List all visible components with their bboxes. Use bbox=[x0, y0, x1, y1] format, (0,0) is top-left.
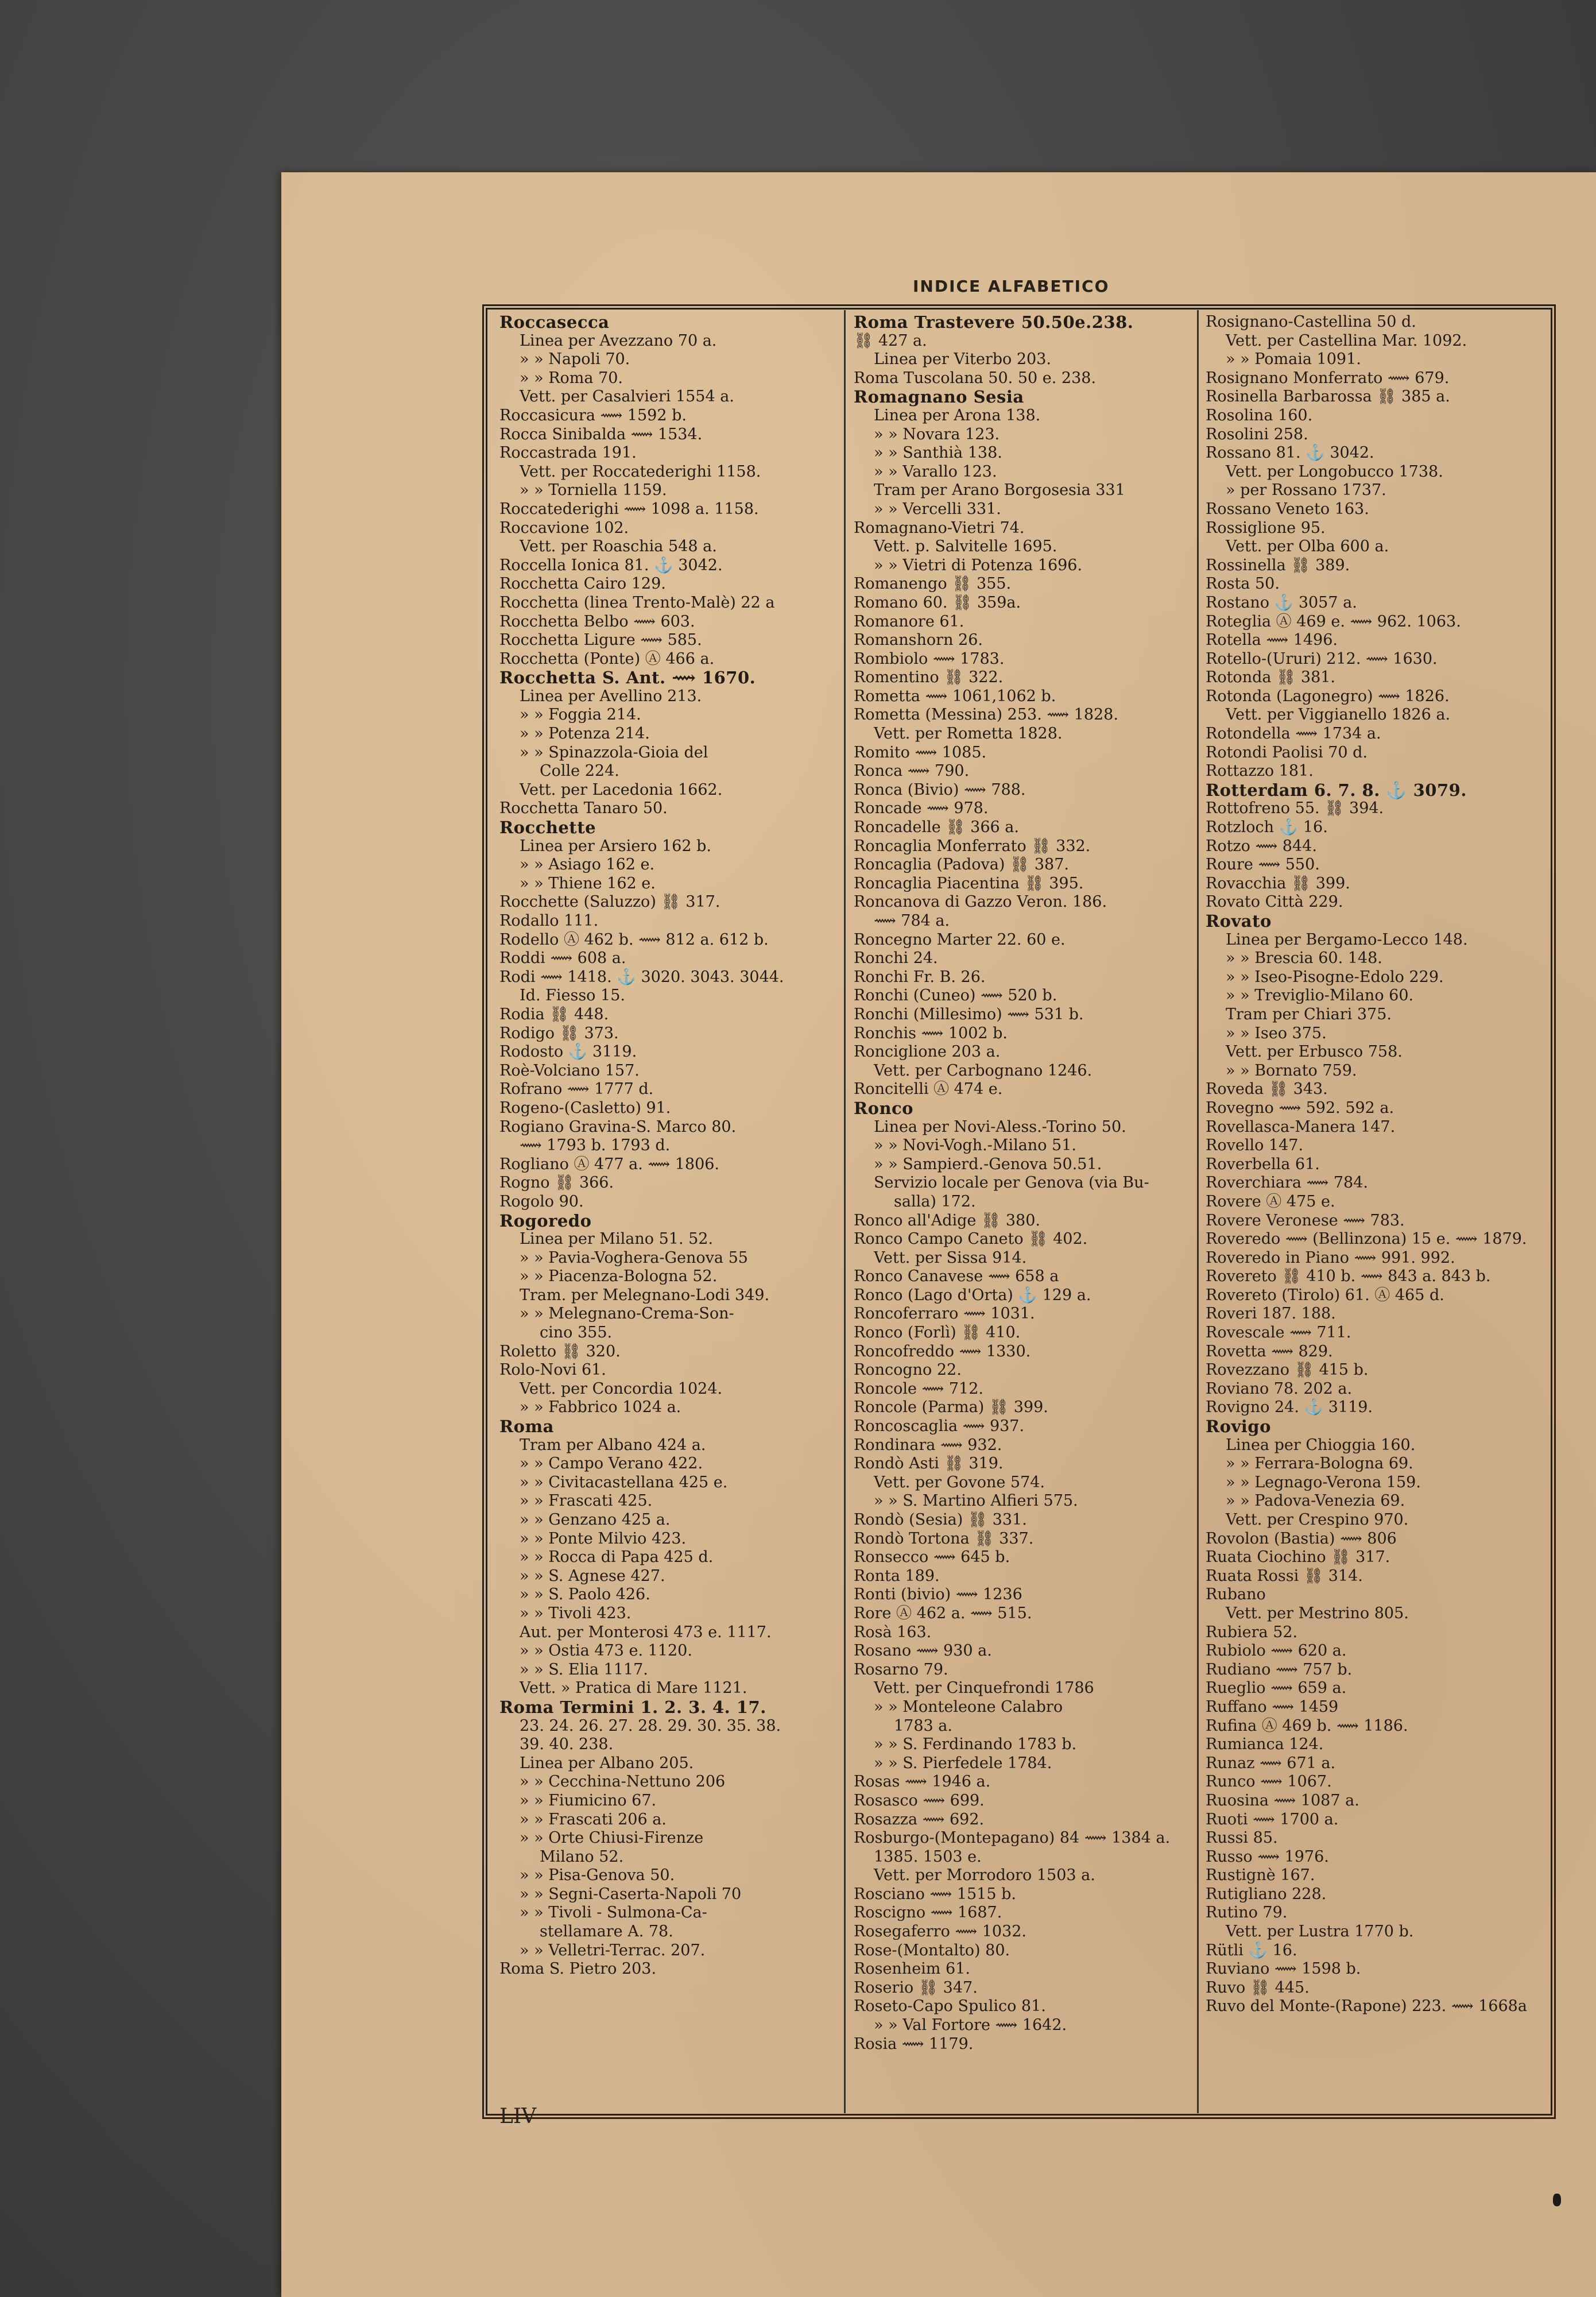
index-entry: Vett. p. Salvitelle 1695. bbox=[874, 537, 1057, 556]
index-entry: Rotella ⟿ 1496. bbox=[1206, 631, 1338, 649]
index-entry: Roncade ⟿ 978. bbox=[854, 799, 989, 818]
index-entry: Rofrano ⟿ 1777 d. bbox=[499, 1080, 654, 1099]
index-entry: Rovescale ⟿ 711. bbox=[1206, 1324, 1351, 1342]
index-entry: » » Novi-Vogh.-Milano 51. bbox=[874, 1136, 1076, 1155]
index-entry: » » Rocca di Papa 425 d. bbox=[520, 1548, 714, 1567]
index-entry: Rovezzano ⛓ 415 b. bbox=[1206, 1361, 1369, 1379]
index-entry: Rovetta ⟿ 829. bbox=[1206, 1342, 1333, 1360]
index-entry: Rocchette (Saluzzo) ⛓ 317. bbox=[499, 893, 720, 911]
index-entry: Roncaglia (Padova) ⛓ 387. bbox=[854, 856, 1069, 874]
index-entry: Rubiolo ⟿ 620 a. bbox=[1206, 1642, 1347, 1660]
index-entry: » » Spinazzola-Gioia del bbox=[520, 743, 708, 761]
index-heading: Roccasecca bbox=[499, 313, 610, 332]
index-entry: Roè-Volciano 157. bbox=[499, 1061, 640, 1080]
index-entry: Romanore 61. bbox=[854, 612, 964, 631]
index-entry: Vett. per Castellina Mar. 1092. bbox=[1226, 331, 1467, 350]
index-entry: Vett. » Pratica di Mare 1121. bbox=[520, 1679, 747, 1697]
index-entry: » » Foggia 214. bbox=[520, 706, 641, 724]
index-entry: » » Fiumicino 67. bbox=[520, 1791, 657, 1809]
index-entry: Roverbella 61. bbox=[1206, 1155, 1320, 1173]
index-entry: Rosenheim 61. bbox=[854, 1960, 970, 1978]
index-entry: 1783 a. bbox=[894, 1716, 952, 1735]
index-entry: Rutigliano 228. bbox=[1206, 1885, 1327, 1903]
index-entry: Rubano bbox=[1206, 1586, 1266, 1604]
index-entry: Rosas ⟿ 1946 a. bbox=[854, 1773, 991, 1791]
index-entry: » » Treviglio-Milano 60. bbox=[1226, 987, 1414, 1005]
index-entry: Ronco Campo Caneto ⛓ 402. bbox=[854, 1230, 1088, 1248]
index-entry: Romentino ⛓ 322. bbox=[854, 668, 1004, 687]
index-entry: Rotzloch ⚓ 16. bbox=[1206, 818, 1328, 837]
index-entry: » » Iseo-Pisogne-Edolo 229. bbox=[1226, 968, 1444, 986]
index-entry: Roncoscaglia ⟿ 937. bbox=[854, 1417, 1025, 1436]
index-entry: » » Novara 123. bbox=[874, 425, 1000, 443]
index-entry: Rubiera 52. bbox=[1206, 1623, 1298, 1641]
index-entry: Tram. per Melegnano-Lodi 349. bbox=[520, 1286, 770, 1304]
index-entry: Rogolo 90. bbox=[499, 1192, 584, 1211]
index-entry: Rossano Veneto 163. bbox=[1206, 500, 1369, 518]
index-entry: Rovato Città 229. bbox=[1206, 893, 1343, 911]
index-entry: Vett. per Roaschia 548 a. bbox=[520, 537, 717, 556]
ink-stain bbox=[1553, 2194, 1561, 2206]
index-entry: Id. Fiesso 15. bbox=[520, 987, 625, 1005]
index-entry: Roccatederighi ⟿ 1098 a. 1158. bbox=[499, 500, 759, 518]
index-entry: Rovolon (Bastia) ⟿ 806 bbox=[1206, 1529, 1397, 1548]
index-entry: Ronchi Fr. B. 26. bbox=[854, 968, 986, 986]
index-entry: Roccella Ionica 81. ⚓ 3042. bbox=[499, 556, 723, 574]
index-entry: » » Pomaia 1091. bbox=[1226, 350, 1361, 369]
index-entry: Rondò Tortona ⛓ 337. bbox=[854, 1529, 1034, 1548]
index-entry: Tram per Chiari 375. bbox=[1226, 1005, 1392, 1023]
index-entry: Vett. per Mestrino 805. bbox=[1226, 1604, 1409, 1622]
index-entry: Roncogno 22. bbox=[854, 1361, 962, 1379]
index-entry: Rovigno 24. ⚓ 3119. bbox=[1206, 1398, 1373, 1417]
index-entry: Rumianca 124. bbox=[1206, 1735, 1324, 1754]
index-entry: » » Santhià 138. bbox=[874, 444, 1002, 462]
index-entry: » » S. Paolo 426. bbox=[520, 1586, 650, 1604]
index-entry: Rossinella ⛓ 389. bbox=[1206, 556, 1350, 574]
index-entry: Roteglia Ⓐ 469 e. ⟿ 962. 1063. bbox=[1206, 612, 1461, 631]
index-entry: Vett. per Concordia 1024. bbox=[520, 1379, 723, 1398]
index-entry: Rombiolo ⟿ 1783. bbox=[854, 649, 1005, 668]
index-entry: Rogliano Ⓐ 477 a. ⟿ 1806. bbox=[499, 1155, 720, 1173]
index-entry: Rotondi Paolisi 70 d. bbox=[1206, 743, 1368, 761]
index-entry: Roviano 78. 202 a. bbox=[1206, 1379, 1353, 1398]
index-entry: Rose-(Montalto) 80. bbox=[854, 1941, 1010, 1959]
index-entry: Rossano 81. ⚓ 3042. bbox=[1206, 444, 1374, 462]
index-entry: Vett. per Viggianello 1826 a. bbox=[1226, 706, 1451, 724]
index-heading: Rovigo bbox=[1206, 1417, 1271, 1436]
index-entry: Runco ⟿ 1067. bbox=[1206, 1773, 1332, 1791]
index-entry: » » S. Pierfedele 1784. bbox=[874, 1754, 1052, 1772]
index-entry: Rodigo ⛓ 373. bbox=[499, 1024, 619, 1042]
index-entry: Rufina Ⓐ 469 b. ⟿ 1186. bbox=[1206, 1716, 1408, 1735]
index-entry: Roserio ⛓ 347. bbox=[854, 1978, 978, 1997]
index-entry: » » Tivoli 423. bbox=[520, 1604, 632, 1622]
index-entry: » » S. Agnese 427. bbox=[520, 1567, 665, 1585]
index-entry: Linea per Novi-Aless.-Torino 50. bbox=[874, 1117, 1126, 1136]
index-entry: Rocchetta (linea Trento-Malè) 22 a bbox=[499, 593, 775, 612]
index-entry: » » Legnago-Verona 159. bbox=[1226, 1473, 1421, 1491]
index-entry: » » S. Ferdinando 1783 b. bbox=[874, 1735, 1077, 1754]
index-entry: Rodosto ⚓ 3119. bbox=[499, 1043, 637, 1061]
index-entry: » » Frascati 206 a. bbox=[520, 1810, 667, 1828]
index-entry: Rocchetta Tanaro 50. bbox=[499, 799, 668, 818]
index-entry: Roncoferraro ⟿ 1031. bbox=[854, 1305, 1035, 1323]
index-entry: Roncadelle ⛓ 366 a. bbox=[854, 818, 1019, 837]
index-entry: Rometta ⟿ 1061,1062 b. bbox=[854, 687, 1056, 705]
index-entry: Romanshorn 26. bbox=[854, 631, 983, 649]
index-entry: Rovere Veronese ⟿ 783. bbox=[1206, 1211, 1405, 1229]
index-entry: Vett. per Cinquefrondi 1786 bbox=[874, 1679, 1094, 1697]
index-heading: Rocchette bbox=[499, 818, 596, 837]
index-entry: Roddi ⟿ 608 a. bbox=[499, 949, 626, 968]
index-entry: Ronco Canavese ⟿ 658 a bbox=[854, 1267, 1059, 1286]
index-entry: Rosasco ⟿ 699. bbox=[854, 1791, 985, 1809]
page-header: INDICE ALFABETICO bbox=[913, 277, 1110, 296]
index-entry: Roletto ⛓ 320. bbox=[499, 1342, 621, 1360]
index-entry: Rotonda (Lagonegro) ⟿ 1826. bbox=[1206, 687, 1450, 705]
index-entry: » » Iseo 375. bbox=[1226, 1024, 1327, 1042]
index-entry: Roncole ⟿ 712. bbox=[854, 1379, 983, 1398]
index-entry: Colle 224. bbox=[540, 762, 619, 780]
index-entry: Romano 60. ⛓ 359a. bbox=[854, 593, 1021, 612]
index-entry: Ronta 189. bbox=[854, 1567, 940, 1585]
index-entry: Romito ⟿ 1085. bbox=[854, 743, 987, 761]
index-entry: Rore Ⓐ 462 a. ⟿ 515. bbox=[854, 1604, 1032, 1622]
index-entry: Rosciano ⟿ 1515 b. bbox=[854, 1885, 1016, 1903]
index-entry: » » Vercelli 331. bbox=[874, 500, 1001, 518]
index-entry: Russi 85. bbox=[1206, 1829, 1278, 1847]
index-entry: Rocchetta Cairo 129. bbox=[499, 575, 666, 593]
index-entry: Roscigno ⟿ 1687. bbox=[854, 1904, 1002, 1922]
index-entry: Roseto-Capo Spulico 81. bbox=[854, 1997, 1046, 2016]
index-entry: » » Asiago 162 e. bbox=[520, 856, 655, 874]
index-heading: Roma Trastevere 50.50e.238. bbox=[854, 313, 1134, 332]
index-entry: » » Fabbrico 1024 a. bbox=[520, 1398, 681, 1417]
index-entry: Rodello Ⓐ 462 b. ⟿ 812 a. 612 b. bbox=[499, 930, 769, 949]
index-entry: Ronti (bivio) ⟿ 1236 bbox=[854, 1586, 1022, 1604]
index-entry: » » Pisa-Genova 50. bbox=[520, 1866, 675, 1885]
index-entry: Rovellasca-Manera 147. bbox=[1206, 1117, 1396, 1136]
index-entry: Romagnano-Vietri 74. bbox=[854, 519, 1025, 537]
index-entry: Rodallo 111. bbox=[499, 912, 599, 930]
index-entry: Romanengo ⛓ 355. bbox=[854, 575, 1012, 593]
index-entry: Roveredo in Piano ⟿ 991. 992. bbox=[1206, 1248, 1455, 1267]
index-entry: 1385. 1503 e. bbox=[874, 1847, 982, 1866]
index-entry: Aut. per Monterosi 473 e. 1117. bbox=[520, 1623, 772, 1641]
index-entry: Rueglio ⟿ 659 a. bbox=[1206, 1679, 1347, 1697]
index-entry: Roccavione 102. bbox=[499, 519, 629, 537]
index-entry: » » S. Elia 1117. bbox=[520, 1660, 648, 1679]
index-entry: Tram per Arano Borgosesia 331 bbox=[874, 481, 1125, 500]
index-heading: Roma Termini 1. 2. 3. 4. 17. bbox=[499, 1697, 766, 1717]
index-entry: ⟿ 1793 b. 1793 d. bbox=[520, 1136, 671, 1155]
index-entry: Rodi ⟿ 1418. ⚓ 3020. 3043. 3044. bbox=[499, 968, 784, 986]
index-entry: » » Brescia 60. 148. bbox=[1226, 949, 1382, 968]
index-entry: Roncanova di Gazzo Veron. 186. bbox=[854, 893, 1107, 911]
index-entry: » » Potenza 214. bbox=[520, 725, 650, 743]
index-entry: 39. 40. 238. bbox=[520, 1735, 614, 1754]
index-entry: » » Val Fortore ⟿ 1642. bbox=[874, 2016, 1067, 2035]
index-entry: Ruoti ⟿ 1700 a. bbox=[1206, 1810, 1339, 1828]
index-entry: Rottofreno 55. ⛓ 394. bbox=[1206, 799, 1384, 818]
index-entry: Ruosina ⟿ 1087 a. bbox=[1206, 1791, 1359, 1809]
index-entry: salla) 172. bbox=[894, 1192, 976, 1211]
index-entry: Vett. per Roccatederighi 1158. bbox=[520, 462, 761, 481]
index-entry: » » Napoli 70. bbox=[520, 350, 630, 369]
index-entry: » » Ferrara-Bologna 69. bbox=[1226, 1455, 1413, 1473]
index-entry: Rotello-(Ururi) 212. ⟿ 1630. bbox=[1206, 649, 1438, 668]
index-entry: Roncaglia Piacentina ⛓ 395. bbox=[854, 874, 1084, 892]
index-entry: Ronciglione 203 a. bbox=[854, 1043, 1001, 1061]
index-entry: Ronchi (Cuneo) ⟿ 520 b. bbox=[854, 987, 1057, 1005]
index-entry: Rosano ⟿ 930 a. bbox=[854, 1642, 992, 1660]
index-entry: » » Monteleone Calabro bbox=[874, 1697, 1063, 1716]
column-rule-1 bbox=[844, 310, 846, 2113]
index-entry: Vett. per Olba 600 a. bbox=[1226, 537, 1389, 556]
index-entry: Rogeno-(Casletto) 91. bbox=[499, 1099, 671, 1117]
index-entry: » » Genzano 425 a. bbox=[520, 1511, 671, 1529]
index-entry: Vett. per Lacedonia 1662. bbox=[520, 780, 723, 799]
index-entry: Rottazzo 181. bbox=[1206, 762, 1314, 780]
index-entry: stellamare A. 78. bbox=[540, 1923, 673, 1941]
index-entry: Rosignano-Castellina 50 d. bbox=[1206, 313, 1416, 331]
index-entry: » » Torniella 1159. bbox=[520, 481, 667, 500]
index-entry: Ronchi (Millesimo) ⟿ 531 b. bbox=[854, 1005, 1084, 1023]
index-entry: Rosinella Barbarossa ⛓ 385 a. bbox=[1206, 388, 1450, 406]
index-entry: Rolo-Novi 61. bbox=[499, 1361, 606, 1379]
index-column-2 bbox=[854, 313, 1175, 2110]
index-entry: Rosia ⟿ 1179. bbox=[854, 2035, 974, 2053]
index-entry: Rossiglione 95. bbox=[1206, 519, 1326, 537]
index-entry: Rosegaferro ⟿ 1032. bbox=[854, 1923, 1027, 1941]
index-entry: Rovegno ⟿ 592. 592 a. bbox=[1206, 1099, 1394, 1117]
index-entry: Ruviano ⟿ 1598 b. bbox=[1206, 1960, 1361, 1978]
index-entry: Vett. per Casalvieri 1554 a. bbox=[520, 388, 734, 406]
index-entry: Linea per Arona 138. bbox=[874, 406, 1041, 424]
index-entry: Rosolina 160. bbox=[1206, 406, 1313, 424]
index-entry: Rosazza ⟿ 692. bbox=[854, 1810, 985, 1828]
index-entry: » » Pavia-Voghera-Genova 55 bbox=[520, 1248, 748, 1267]
index-entry: Linea per Viterbo 203. bbox=[874, 350, 1051, 369]
index-entry: Rocchetta Belbo ⟿ 603. bbox=[499, 612, 695, 631]
index-entry: Linea per Arsiero 162 b. bbox=[520, 837, 711, 855]
index-entry: Linea per Chioggia 160. bbox=[1226, 1436, 1416, 1454]
index-entry: Rocchetta Ligure ⟿ 585. bbox=[499, 631, 702, 649]
index-entry: Rovereto (Tirolo) 61. Ⓐ 465 d. bbox=[1206, 1286, 1444, 1304]
index-entry: Rutino 79. bbox=[1206, 1904, 1288, 1922]
index-entry: Rudiano ⟿ 757 b. bbox=[1206, 1660, 1353, 1679]
index-entry: Rustignè 167. bbox=[1206, 1866, 1315, 1885]
index-entry: » » Frascati 425. bbox=[520, 1492, 653, 1510]
index-entry: Rosarno 79. bbox=[854, 1660, 948, 1679]
index-entry: Ruata Ciochino ⛓ 317. bbox=[1206, 1548, 1390, 1567]
index-entry: Vett. per Longobucco 1738. bbox=[1226, 462, 1443, 481]
index-entry: Rogno ⛓ 366. bbox=[499, 1174, 614, 1192]
index-entry: Rosignano Monferrato ⟿ 679. bbox=[1206, 369, 1450, 387]
index-entry: Linea per Avezzano 70 a. bbox=[520, 331, 717, 350]
index-entry: Ruvo del Monte-(Rapone) 223. ⟿ 1668a bbox=[1206, 1997, 1527, 2016]
index-entry: Ronchi 24. bbox=[854, 949, 938, 968]
index-entry: Roncaglia Monferrato ⛓ 332. bbox=[854, 837, 1091, 855]
index-entry: Runaz ⟿ 671 a. bbox=[1206, 1754, 1336, 1772]
index-entry: » » S. Martino Alfieri 575. bbox=[874, 1492, 1078, 1510]
index-entry: » » Civitacastellana 425 e. bbox=[520, 1473, 728, 1491]
index-entry: Linea per Avellino 213. bbox=[520, 687, 702, 705]
index-entry: Roveda ⛓ 343. bbox=[1206, 1080, 1328, 1099]
index-column-1 bbox=[499, 313, 821, 2110]
index-entry: Rosolini 258. bbox=[1206, 425, 1308, 443]
index-entry: Servizio locale per Genova (via Bu- bbox=[874, 1174, 1149, 1192]
index-entry: Rovacchia ⛓ 399. bbox=[1206, 874, 1350, 892]
index-heading: Rotterdam 6. 7. 8. ⚓ 3079. bbox=[1206, 780, 1467, 800]
index-entry: Vett. per Rometta 1828. bbox=[874, 725, 1063, 743]
page-number: LIV bbox=[499, 2105, 537, 2128]
index-entry: » » Varallo 123. bbox=[874, 462, 997, 481]
index-entry: Roncole (Parma) ⛓ 399. bbox=[854, 1398, 1048, 1417]
index-entry: Ruffano ⟿ 1459 bbox=[1206, 1697, 1339, 1716]
index-heading: Roma bbox=[499, 1417, 554, 1436]
index-entry: » » Tivoli - Sulmona-Ca- bbox=[520, 1904, 707, 1922]
index-entry: Vett. per Morrodoro 1503 a. bbox=[874, 1866, 1095, 1885]
index-entry: Roccastrada 191. bbox=[499, 444, 637, 462]
index-entry: Rondò (Sesia) ⛓ 331. bbox=[854, 1511, 1027, 1529]
index-entry: ⛓ 427 a. bbox=[854, 331, 927, 350]
index-entry: Roma Tuscolana 50. 50 e. 238. bbox=[854, 369, 1097, 387]
index-entry: Roccasicura ⟿ 1592 b. bbox=[499, 406, 687, 424]
index-entry: » » Bornato 759. bbox=[1226, 1061, 1357, 1080]
index-entry: » » Padova-Venezia 69. bbox=[1226, 1492, 1405, 1510]
index-entry: Ronchis ⟿ 1002 b. bbox=[854, 1024, 1008, 1042]
index-entry: » » Piacenza-Bologna 52. bbox=[520, 1267, 718, 1286]
index-heading: Rovato bbox=[1206, 912, 1272, 931]
index-entry: Roveredo ⟿ (Bellinzona) 15 e. ⟿ 1879. bbox=[1206, 1230, 1527, 1248]
index-entry: Russo ⟿ 1976. bbox=[1206, 1847, 1329, 1866]
index-entry: Rotondella ⟿ 1734 a. bbox=[1206, 725, 1381, 743]
index-entry: Tram per Albano 424 a. bbox=[520, 1436, 706, 1454]
index-heading: Rocchetta S. Ant. ⟿ 1670. bbox=[499, 668, 756, 687]
index-entry: Vett. per Govone 574. bbox=[874, 1473, 1045, 1491]
index-entry: » » Velletri-Terrac. 207. bbox=[520, 1941, 706, 1959]
index-entry: Vett. per Crespino 970. bbox=[1226, 1511, 1409, 1529]
index-entry: Rovere Ⓐ 475 e. bbox=[1206, 1192, 1335, 1211]
index-entry: Vett. per Sissa 914. bbox=[874, 1248, 1027, 1267]
index-entry: Rodia ⛓ 448. bbox=[499, 1005, 609, 1023]
index-heading: Ronco bbox=[854, 1099, 914, 1118]
index-entry: Rütli ⚓ 16. bbox=[1206, 1941, 1297, 1959]
index-entry: Rocca Sinibalda ⟿ 1534. bbox=[499, 425, 703, 443]
index-entry: Linea per Bergamo-Lecco 148. bbox=[1226, 930, 1468, 949]
index-entry: Rogiano Gravina-S. Marco 80. bbox=[499, 1117, 737, 1136]
index-entry: Roncegno Marter 22. 60 e. bbox=[854, 930, 1066, 949]
index-entry: Rosta 50. bbox=[1206, 575, 1280, 593]
index-entry: » » Ponte Milvio 423. bbox=[520, 1529, 687, 1548]
index-entry: Rosburgo-(Montepagano) 84 ⟿ 1384 a. bbox=[854, 1829, 1171, 1847]
index-entry: Ronca ⟿ 790. bbox=[854, 762, 970, 780]
index-entry: cino 355. bbox=[540, 1324, 613, 1342]
index-entry: 23. 24. 26. 27. 28. 29. 30. 35. 38. bbox=[520, 1716, 781, 1735]
index-entry: Rondinara ⟿ 932. bbox=[854, 1436, 1002, 1454]
index-entry: Ronco (Forlì) ⛓ 410. bbox=[854, 1324, 1021, 1342]
index-entry: ⟿ 784 a. bbox=[874, 912, 950, 930]
index-entry: Rosà 163. bbox=[854, 1623, 932, 1641]
index-entry: » » Segni-Caserta-Napoli 70 bbox=[520, 1885, 742, 1903]
index-entry: » » Sampierd.-Genova 50.51. bbox=[874, 1155, 1102, 1173]
index-entry: » » Thiene 162 e. bbox=[520, 874, 656, 892]
index-entry: Rostano ⚓ 3057 a. bbox=[1206, 593, 1357, 612]
index-entry: » » Vietri di Potenza 1696. bbox=[874, 556, 1083, 574]
index-entry: Rotonda ⛓ 381. bbox=[1206, 668, 1336, 687]
index-entry: Roma S. Pietro 203. bbox=[499, 1960, 657, 1978]
index-entry: Rometta (Messina) 253. ⟿ 1828. bbox=[854, 706, 1118, 724]
index-entry: Roncitelli Ⓐ 474 e. bbox=[854, 1080, 1003, 1099]
index-heading: Rogoredo bbox=[499, 1211, 592, 1231]
index-entry: Ruvo ⛓ 445. bbox=[1206, 1978, 1310, 1997]
index-entry: » » Cecchina-Nettuno 206 bbox=[520, 1773, 726, 1791]
index-column-3 bbox=[1206, 313, 1544, 2110]
index-entry: Roncofreddo ⟿ 1330. bbox=[854, 1342, 1031, 1360]
index-entry: Ronco (Lago d'Orta) ⚓ 129 a. bbox=[854, 1286, 1091, 1304]
index-entry: Rovereto ⛓ 410 b. ⟿ 843 a. 843 b. bbox=[1206, 1267, 1491, 1286]
column-rule-2 bbox=[1197, 310, 1199, 2113]
index-entry: Rovello 147. bbox=[1206, 1136, 1304, 1155]
index-entry: Roverchiara ⟿ 784. bbox=[1206, 1174, 1368, 1192]
index-entry: » » Campo Verano 422. bbox=[520, 1455, 703, 1473]
index-entry: Vett. per Lustra 1770 b. bbox=[1226, 1923, 1414, 1941]
index-entry: Ronco all'Adige ⛓ 380. bbox=[854, 1211, 1040, 1229]
index-entry: Linea per Albano 205. bbox=[520, 1754, 694, 1772]
index-entry: Ruata Rossi ⛓ 314. bbox=[1206, 1567, 1363, 1585]
index-entry: Roveri 187. 188. bbox=[1206, 1305, 1336, 1323]
index-entry: Roure ⟿ 550. bbox=[1206, 856, 1320, 874]
index-entry: » » Ostia 473 e. 1120. bbox=[520, 1642, 692, 1660]
index-entry: Vett. per Carbognano 1246. bbox=[874, 1061, 1093, 1080]
index-entry: Rotzo ⟿ 844. bbox=[1206, 837, 1317, 855]
index-heading: Romagnano Sesia bbox=[854, 388, 1024, 407]
index-entry: » » Melegnano-Crema-Son- bbox=[520, 1305, 734, 1323]
index-entry: » » Orte Chiusi-Firenze bbox=[520, 1829, 704, 1847]
index-entry: Ronca (Bivio) ⟿ 788. bbox=[854, 780, 1026, 799]
index-entry: Rondò Asti ⛓ 319. bbox=[854, 1455, 1004, 1473]
index-entry: Vett. per Erbusco 758. bbox=[1226, 1043, 1403, 1061]
index-entry: Rocchetta (Ponte) Ⓐ 466 a. bbox=[499, 649, 715, 668]
index-entry: Milano 52. bbox=[540, 1847, 624, 1866]
index-entry: Linea per Milano 51. 52. bbox=[520, 1230, 714, 1248]
index-entry: » per Rossano 1737. bbox=[1226, 481, 1386, 500]
index-entry: Ronsecco ⟿ 645 b. bbox=[854, 1548, 1010, 1567]
index-entry: » » Roma 70. bbox=[520, 369, 623, 387]
